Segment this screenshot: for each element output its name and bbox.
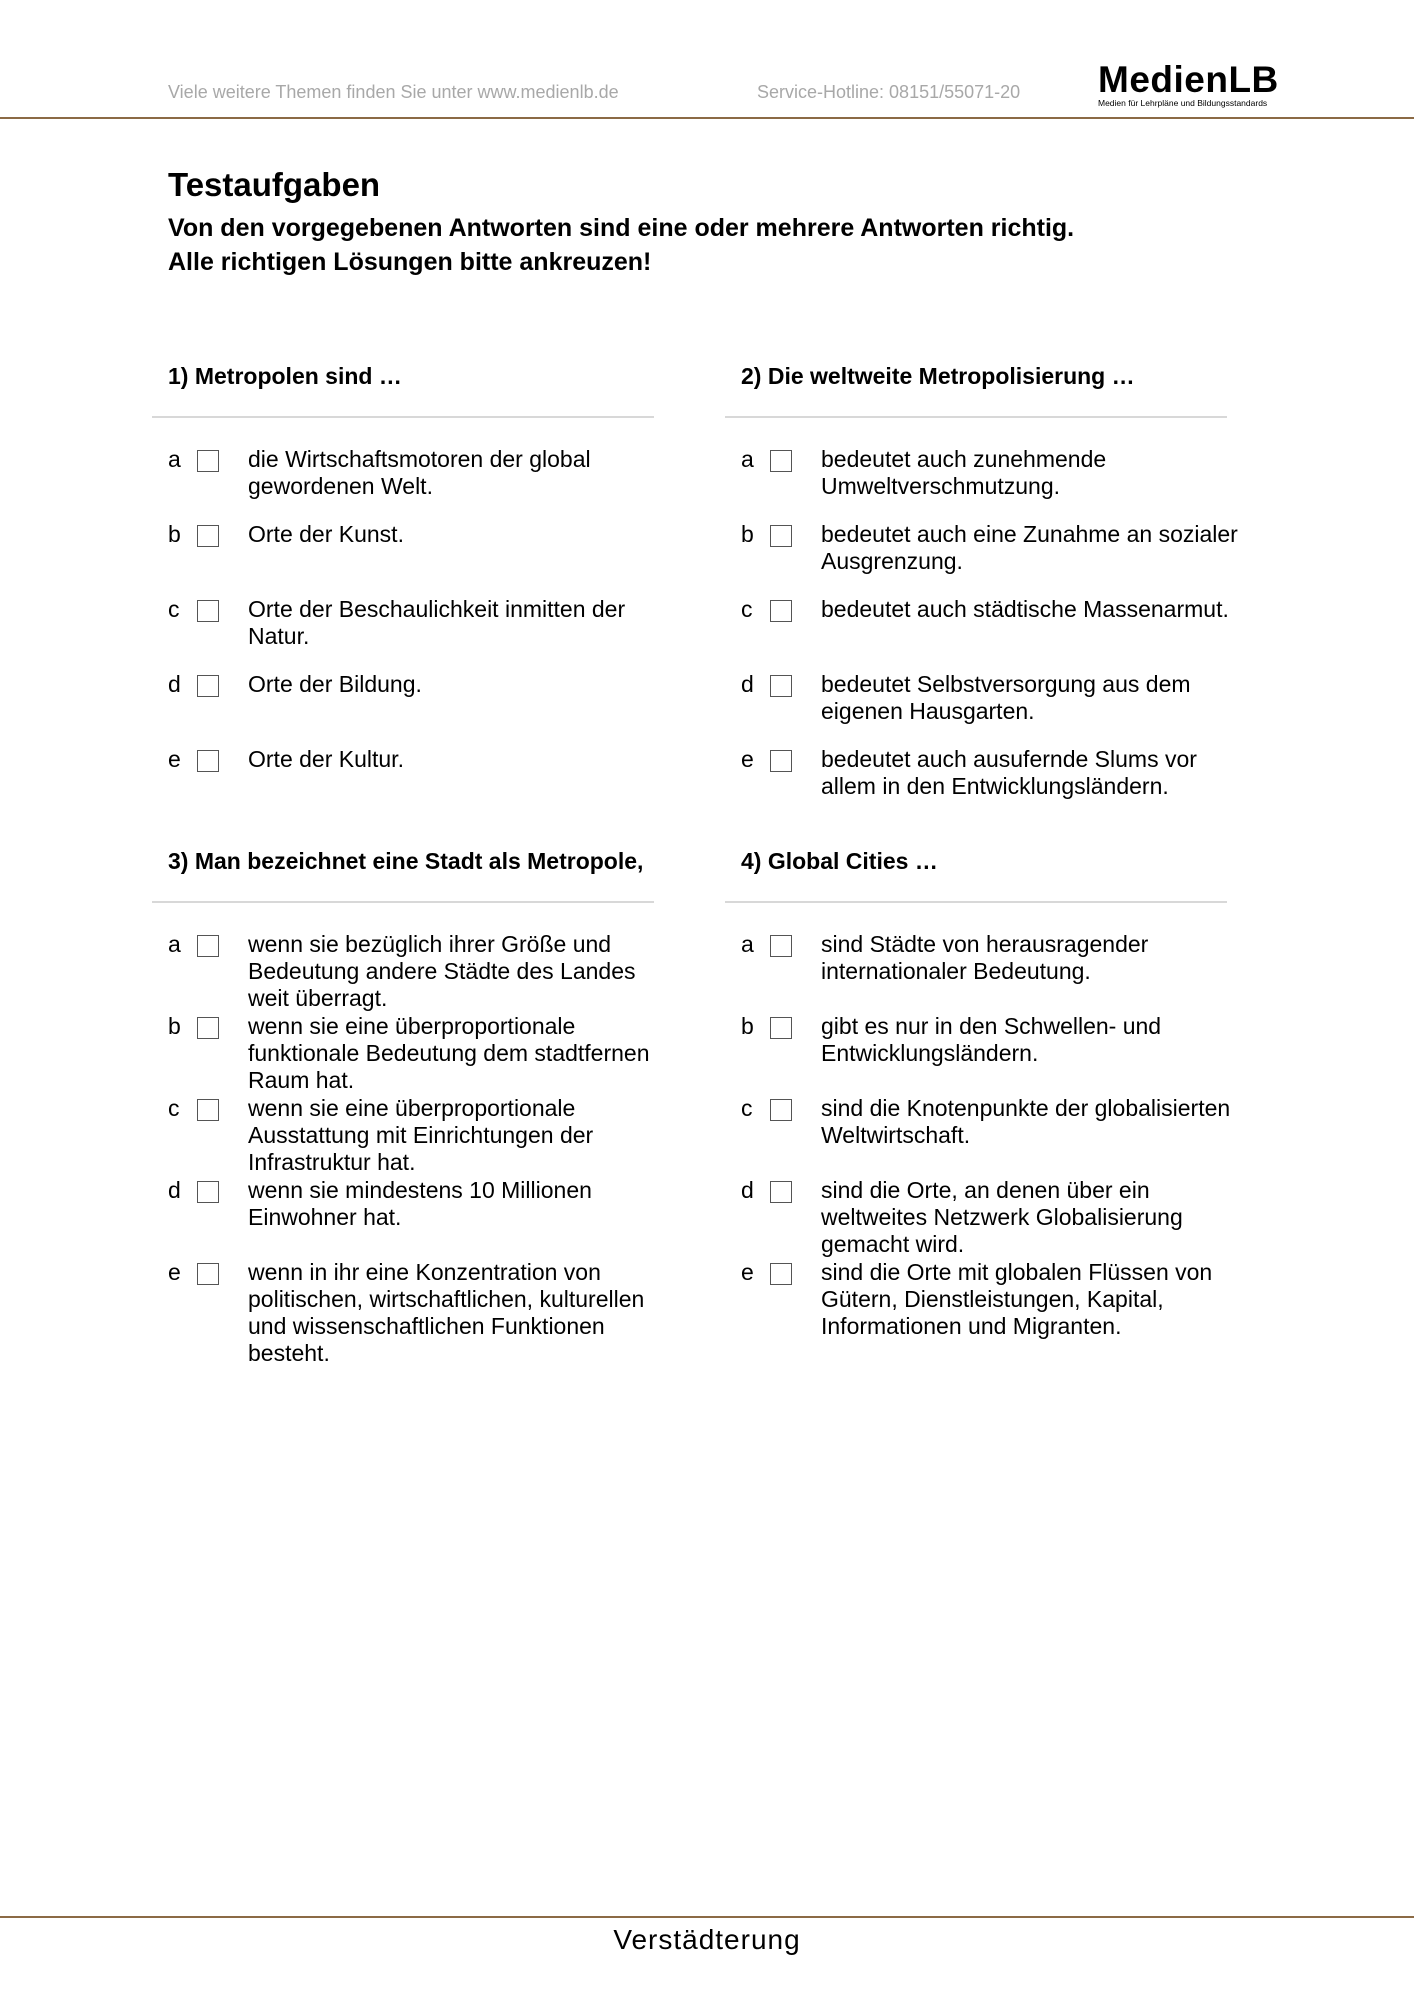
question-divider	[725, 416, 1227, 418]
answer-checkbox[interactable]	[197, 1017, 219, 1039]
option-letter: d	[168, 671, 181, 697]
option-text-line: weit überragt.	[248, 985, 388, 1011]
answer-checkbox[interactable]	[197, 935, 219, 957]
medienlb-logo	[1098, 59, 1290, 108]
logo-wordmark: MedienLB	[1098, 59, 1279, 100]
option-text	[821, 1013, 1261, 1067]
instruction-line-2: Alle richtigen Lösungen bitte ankreuzen!	[168, 248, 652, 276]
answer-checkbox[interactable]	[770, 935, 792, 957]
option-text-line: wenn sie eine überproportionale	[248, 1013, 576, 1039]
answer-checkbox[interactable]	[197, 1181, 219, 1203]
header-divider	[0, 117, 1414, 119]
option-letter: e	[741, 746, 754, 772]
answer-checkbox[interactable]	[770, 675, 792, 697]
option-text-line: Informationen und Migranten.	[821, 1313, 1122, 1339]
answer-checkbox[interactable]	[770, 525, 792, 547]
question-divider	[725, 901, 1227, 903]
question-title: 4) Global Cities …	[741, 848, 938, 874]
answer-checkbox[interactable]	[770, 1017, 792, 1039]
answer-checkbox[interactable]	[770, 1099, 792, 1121]
option-text-line: bedeutet Selbstversorgung aus dem	[821, 671, 1191, 697]
option-text-line: besteht.	[248, 1340, 330, 1366]
option-text	[248, 1095, 688, 1176]
answer-checkbox[interactable]	[197, 450, 219, 472]
answer-checkbox[interactable]	[770, 450, 792, 472]
option-text-line: wenn sie bezüglich ihrer Größe und	[248, 931, 612, 957]
option-text-line: funktionale Bedeutung dem stadtfernen	[248, 1040, 650, 1066]
option-text	[821, 1177, 1261, 1258]
page-header	[0, 0, 1414, 120]
option-text-line: Umweltverschmutzung.	[821, 473, 1061, 499]
option-letter: c	[168, 596, 180, 622]
option-text-line: bedeutet auch zunehmende	[821, 446, 1107, 472]
option-text-line: politischen, wirtschaftlichen, kulturellen	[248, 1286, 645, 1312]
option-text-line: und wissenschaftlichen Funktionen	[248, 1313, 605, 1339]
option-text-line: Bedeutung andere Städte des Landes	[248, 958, 636, 984]
option-letter: c	[741, 596, 753, 622]
option-text-line: Orte der Bildung.	[248, 671, 422, 697]
option-text	[821, 1095, 1261, 1149]
option-text-line: eigenen Hausgarten.	[821, 698, 1035, 724]
option-text	[248, 596, 688, 650]
option-text-line: internationaler Bedeutung.	[821, 958, 1091, 984]
option-text-line: Ausgrenzung.	[821, 548, 963, 574]
option-text-line: Entwicklungsländern.	[821, 1040, 1039, 1066]
option-text-line: die Wirtschaftsmotoren der global	[248, 446, 591, 472]
footer-divider	[0, 1916, 1414, 1918]
option-text	[821, 596, 1261, 623]
answer-checkbox[interactable]	[770, 600, 792, 622]
option-text	[821, 1259, 1261, 1340]
option-text-line: bedeutet auch städtische Massenarmut.	[821, 596, 1229, 622]
question-4	[741, 848, 1301, 1339]
option-text	[821, 521, 1261, 575]
option-letter: c	[168, 1095, 180, 1121]
footer-title: Verstädterung	[613, 1924, 801, 1955]
option-text-line: Orte der Kunst.	[248, 521, 404, 547]
answer-checkbox[interactable]	[197, 1099, 219, 1121]
option-letter: a	[741, 446, 754, 472]
option-letter: a	[741, 931, 754, 957]
option-text-line: weltweites Netzwerk Globalisierung	[821, 1204, 1183, 1230]
option-text	[248, 1259, 688, 1367]
option-text-line: allem in den Entwicklungsländern.	[821, 773, 1169, 799]
option-text-line: Infrastruktur hat.	[248, 1149, 416, 1175]
question-title: 3) Man bezeichnet eine Stadt als Metropole,	[168, 848, 644, 874]
answer-checkbox[interactable]	[197, 675, 219, 697]
option-text-line: gibt es nur in den Schwellen- und	[821, 1013, 1162, 1039]
page-title: Testaufgaben	[168, 166, 381, 203]
question-divider	[152, 416, 654, 418]
option-text-line: Orte der Kultur.	[248, 746, 404, 772]
option-text-line: wenn in ihr eine Konzentration von	[248, 1259, 601, 1285]
header-hotline: Service-Hotline: 08151/55071-20	[757, 82, 1021, 102]
option-text-line: Gütern, Dienstleistungen, Kapital,	[821, 1286, 1164, 1312]
logo-tagline: Medien für Lehrpläne und Bildungsstandards	[1098, 98, 1268, 108]
option-text-line: sind die Knotenpunkte der globalisierten	[821, 1095, 1231, 1121]
answer-checkbox[interactable]	[197, 750, 219, 772]
option-text	[248, 931, 688, 1012]
answer-checkbox[interactable]	[197, 600, 219, 622]
option-text	[248, 446, 688, 500]
answer-checkbox[interactable]	[197, 1263, 219, 1285]
option-text	[821, 931, 1261, 985]
option-text-line: bedeutet auch ausufernde Slums vor	[821, 746, 1197, 772]
option-text	[821, 446, 1261, 500]
answer-checkbox[interactable]	[770, 1181, 792, 1203]
question-3	[168, 848, 728, 1366]
answer-checkbox[interactable]	[770, 1263, 792, 1285]
answer-checkbox[interactable]	[770, 750, 792, 772]
option-letter: a	[168, 931, 181, 957]
option-text-line: bedeutet auch eine Zunahme an sozialer	[821, 521, 1238, 547]
option-text	[821, 671, 1261, 725]
question-1	[168, 363, 728, 772]
question-divider	[152, 901, 654, 903]
option-text-line: Orte der Beschaulichkeit inmitten der	[248, 596, 626, 622]
option-text-line: sind Städte von herausragender	[821, 931, 1149, 957]
option-letter: b	[168, 521, 181, 547]
option-text	[248, 746, 688, 773]
option-text-line: Natur.	[248, 623, 310, 649]
option-letter: e	[168, 1259, 181, 1285]
option-text	[821, 746, 1261, 800]
option-letter: b	[168, 1013, 181, 1039]
option-text-line: Einwohner hat.	[248, 1204, 402, 1230]
option-letter: d	[741, 1177, 754, 1203]
option-letter: e	[168, 746, 181, 772]
option-letter: e	[741, 1259, 754, 1285]
option-text	[248, 671, 688, 698]
option-text	[248, 1177, 688, 1231]
option-text-line: gemacht wird.	[821, 1231, 965, 1257]
option-letter: b	[741, 521, 754, 547]
option-text-line: wenn sie eine überproportionale	[248, 1095, 576, 1121]
question-title: 2) Die weltweite Metropolisierung …	[741, 363, 1135, 389]
question-title: 1) Metropolen sind …	[168, 363, 402, 389]
option-text-line: Weltwirtschaft.	[821, 1122, 971, 1148]
option-text-line: sind die Orte mit globalen Flüssen von	[821, 1259, 1213, 1285]
option-text-line: Raum hat.	[248, 1067, 355, 1093]
option-letter: a	[168, 446, 181, 472]
instruction-line-1: Von den vorgegebenen Antworten sind eine oder mehrere Antworten richtig.	[168, 214, 1075, 242]
option-letter: c	[741, 1095, 753, 1121]
option-letter: d	[741, 671, 754, 697]
question-2	[741, 363, 1301, 799]
option-text	[248, 1013, 688, 1094]
option-text-line: Ausstattung mit Einrichtungen der	[248, 1122, 594, 1148]
option-letter: d	[168, 1177, 181, 1203]
option-letter: b	[741, 1013, 754, 1039]
option-text-line: sind die Orte, an denen über ein	[821, 1177, 1150, 1203]
option-text	[248, 521, 688, 548]
answer-checkbox[interactable]	[197, 525, 219, 547]
header-website-text: Viele weitere Themen finden Sie unter www.medienlb.de	[168, 82, 619, 102]
option-text-line: gewordenen Welt.	[248, 473, 433, 499]
option-text-line: wenn sie mindestens 10 Millionen	[248, 1177, 592, 1203]
